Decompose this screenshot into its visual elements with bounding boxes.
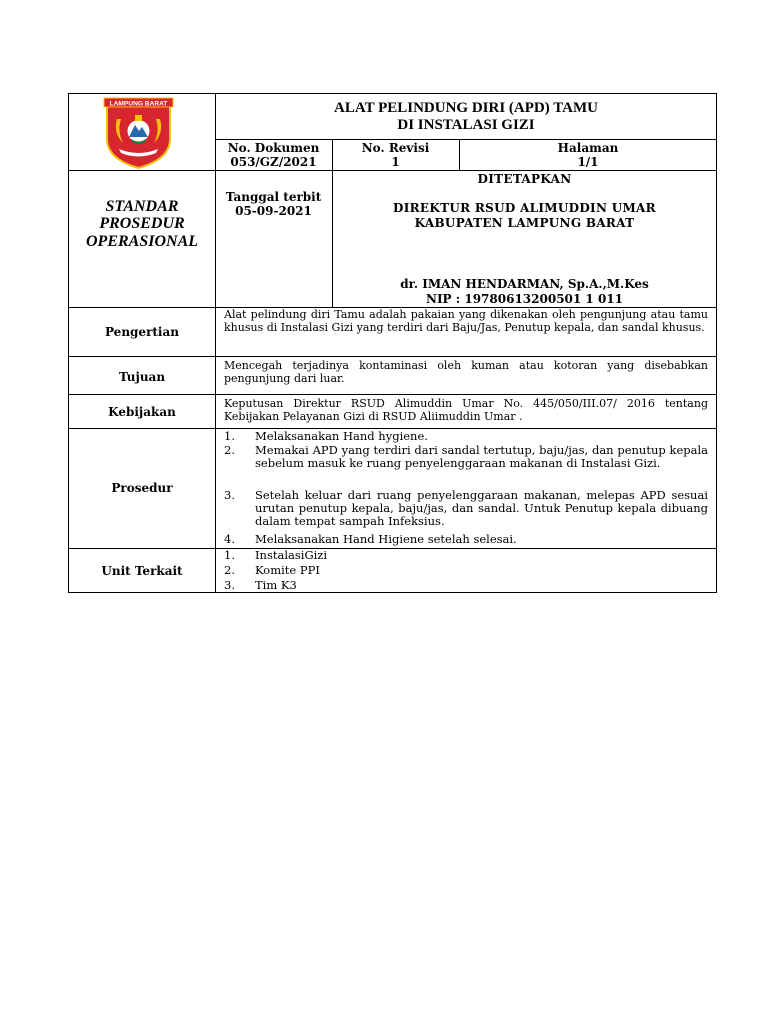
- svg-text:LAMPUNG BARAT: LAMPUNG BARAT: [109, 100, 168, 108]
- lampung-barat-logo: [101, 97, 176, 169]
- unit-item: [224, 549, 708, 562]
- director-title-line2: KABUPATEN LAMPUNG BARAT: [414, 216, 635, 230]
- prosedur-item-text: Melaksanakan Hand hygiene.: [255, 429, 428, 443]
- doc-number-label: No. Dokumen: [227, 141, 320, 155]
- row-divider-title: [215, 139, 717, 140]
- tujuan-text: Mencegah terjadinya kontaminasi oleh kuman atau kotoran yang disebabkan pengunjung dari luar.: [224, 359, 708, 385]
- sop-document: [68, 93, 717, 593]
- prosedur-label: Prosedur: [111, 481, 173, 495]
- prosedur-item-number: 1.: [224, 429, 235, 443]
- revision-value: 1: [391, 155, 400, 169]
- issue-date-value: 05-09-2021: [235, 204, 312, 218]
- unit-item-number: 3.: [224, 578, 235, 592]
- tujuan-label: Tujuan: [118, 370, 166, 384]
- prosedur-item-text: Setelah keluar dari ruang penyelenggaraan makanan, melepas APD sesuai urutan penutup kepala, baju/jas, dan sandal. Untuk Penutup kepala dibuang dalam tempat sampah Infeksius.: [255, 488, 708, 528]
- issue-date-label: Tanggal terbit: [225, 190, 322, 204]
- prosedur-item-number: 2.: [224, 443, 235, 457]
- sop-title-line1: STANDAR: [105, 198, 179, 215]
- prosedur-item-number: 3.: [224, 488, 235, 502]
- prosedur-item-text: Memakai APD yang terdiri dari sandal tertutup, baju/jas, dan penutup kepala sebelum masuk ke ruang penyelenggaraan makanan di Instalasi Gizi.: [255, 443, 708, 470]
- prosedur-item-number: 4.: [224, 532, 235, 546]
- pengertian-text: Alat pelindung diri Tamu adalah pakaian yang dikenakan oleh pengunjung atau tamu khusus di Instalasi Gizi yang terdiri dari Baju/Jas, Penutup kepala, dan sandal khusus.: [224, 308, 708, 334]
- prosedur-item: [224, 444, 708, 483]
- unit-item: [224, 564, 708, 577]
- unit-item-text: Komite PPI: [255, 563, 320, 577]
- prosedur-item: [224, 430, 708, 443]
- row-divider-pengertian: [69, 356, 717, 357]
- pengertian-label: Pengertian: [104, 325, 179, 339]
- unit-item-number: 2.: [224, 563, 235, 577]
- signer-nip: NIP : 19780613200501 1 011: [425, 292, 624, 306]
- unit-item-text: InstalasiGizi: [255, 548, 328, 562]
- row-divider-header: [69, 170, 717, 171]
- signer-name: dr. IMAN HENDARMAN, Sp.A.,M.Kes: [400, 277, 649, 291]
- doc-number-value: 053/GZ/2021: [230, 155, 317, 169]
- sop-title-line3: OPERASIONAL: [85, 233, 199, 250]
- ditetapkan-label: DITETAPKAN: [477, 172, 572, 186]
- unit-item-number: 1.: [224, 548, 235, 562]
- unit-item-text: Tim K3: [255, 578, 297, 592]
- page-label: Halaman: [557, 141, 619, 155]
- revision-label: No. Revisi: [361, 141, 430, 155]
- prosedur-item: [224, 533, 708, 546]
- document-title-line2: DI INSTALASI GIZI: [397, 117, 535, 133]
- page-value: 1/1: [577, 155, 599, 169]
- prosedur-item-text: Melaksanakan Hand Higiene setelah selesai.: [255, 532, 517, 546]
- sop-title-line2: PROSEDUR: [99, 215, 185, 232]
- kebijakan-text: Keputusan Direktur RSUD Alimuddin Umar No. 445/050/III.07/ 2016 tentang Kebijakan Pelayanan Gizi di RSUD Aliimuddin Umar .: [224, 397, 708, 423]
- unit-item: [224, 579, 708, 592]
- kebijakan-label: Kebijakan: [108, 405, 176, 419]
- document-title-line1: ALAT PELINDUNG DIRI (APD) TAMU: [334, 100, 598, 116]
- director-title-line1: DIREKTUR RSUD ALIMUDDIN UMAR: [393, 201, 656, 215]
- unit-terkait-label: Unit Terkait: [101, 564, 183, 578]
- row-divider-tujuan: [69, 394, 717, 395]
- prosedur-item: [224, 489, 708, 528]
